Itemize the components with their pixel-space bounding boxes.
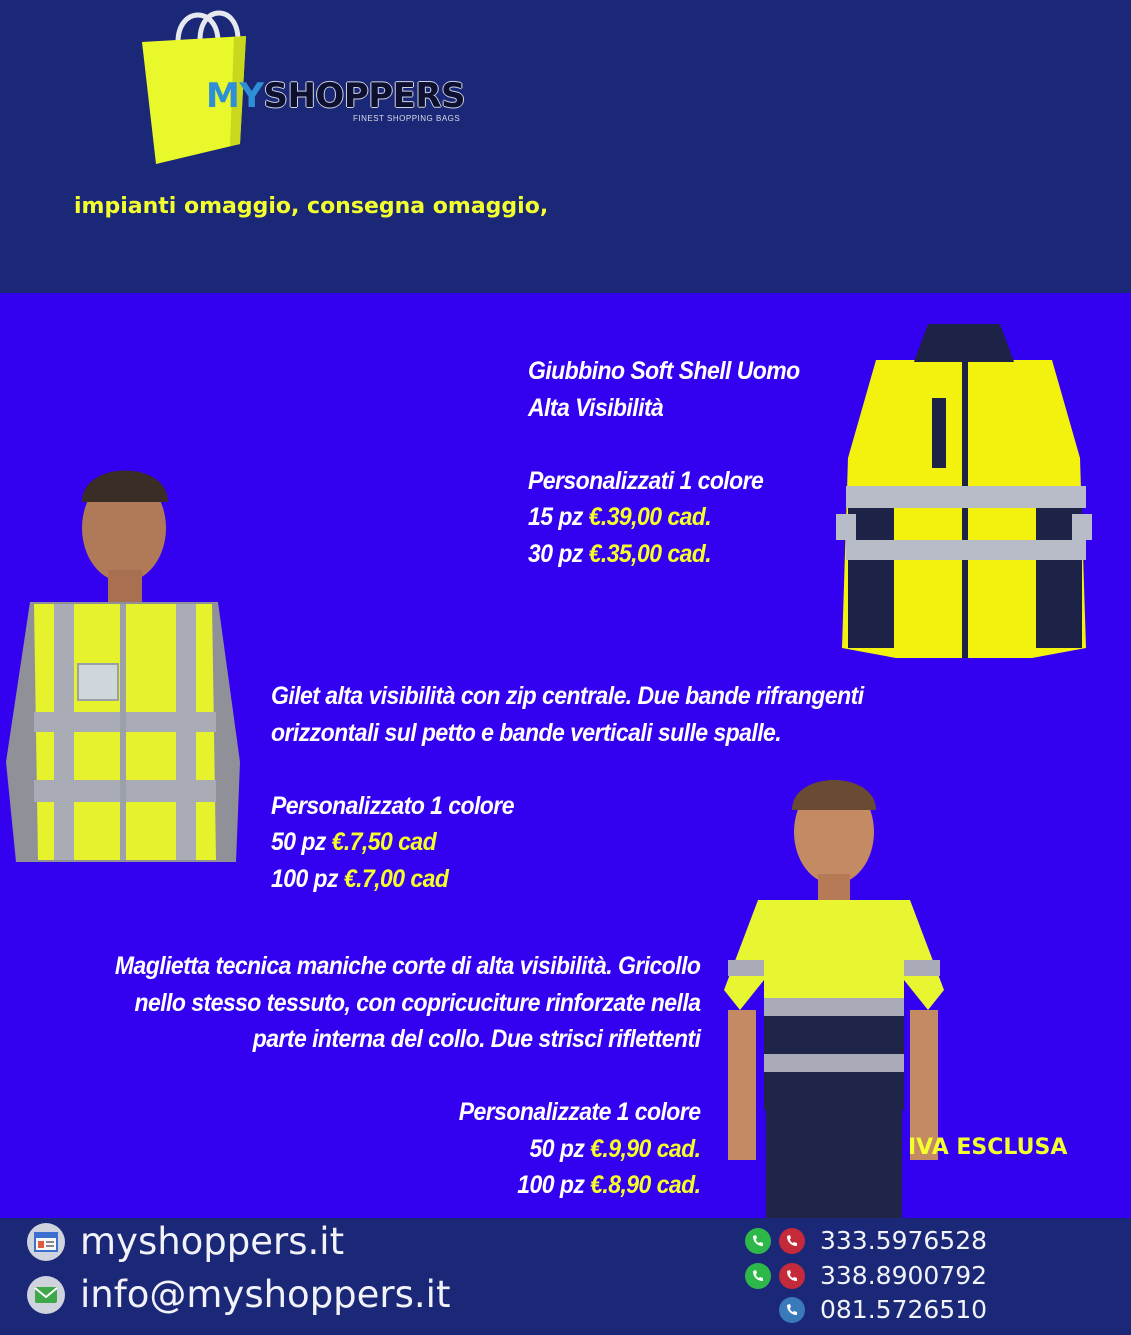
tshirt-tier-2-qty: 100 pz <box>516 1171 584 1199</box>
phone-row-3[interactable] <box>778 1295 987 1324</box>
phone-number-2: 338.8900792 <box>820 1261 988 1290</box>
email-text: info@myshoppers.it <box>80 1273 451 1316</box>
jacket-photo <box>836 318 1092 670</box>
logo-wordmark <box>206 76 465 116</box>
vest-tier-1-qty: 50 pz <box>271 828 326 856</box>
tshirt-tier-1-qty: 50 pz <box>529 1134 584 1163</box>
tshirt-desc-line3: parte interna del collo. Due strisci riflettenti <box>252 1025 700 1053</box>
phone-icon <box>778 1262 806 1290</box>
vest-desc-line2: orizzontali sul petto e bande verticali sulle spalle. <box>271 718 782 747</box>
whatsapp-icon <box>744 1227 772 1255</box>
vest-photo <box>0 462 252 886</box>
phone-row-2[interactable] <box>744 1261 987 1290</box>
jacket-tier-1-qty: 15 pz <box>528 503 583 531</box>
email-icon <box>26 1275 66 1315</box>
vest-tier-2-price: €.7,00 cad <box>343 864 449 893</box>
vest-tier-2-qty: 100 pz <box>271 864 339 893</box>
tshirt-tier-1 <box>114 1131 700 1168</box>
footer-band <box>0 1218 1131 1335</box>
header-band <box>0 0 1131 293</box>
logo-my: MY <box>206 76 264 116</box>
website-link[interactable] <box>26 1220 344 1263</box>
jacket-tier-2-qty: 30 pz <box>528 539 583 568</box>
tshirt-tier-1-price: €.9,90 cad. <box>589 1134 700 1163</box>
phone-row-1[interactable] <box>744 1226 987 1255</box>
phone-number-3: 081.5726510 <box>820 1295 988 1324</box>
tshirt-info <box>114 948 700 1204</box>
jacket-tier-1-price: €.39,00 cad. <box>588 503 712 531</box>
logo-shoppers: SHOPPERS <box>263 76 466 116</box>
website-text: myshoppers.it <box>80 1220 345 1263</box>
logo-tagline: FINEST SHOPPING BAGS <box>353 114 461 123</box>
phone-icon <box>778 1296 806 1324</box>
email-link[interactable] <box>26 1273 450 1316</box>
jacket-title-line1: Giubbino Soft Shell Uomo <box>528 357 800 385</box>
jacket-custom-label: Personalizzati 1 colore <box>528 466 764 495</box>
jacket-tier-1 <box>528 499 800 536</box>
vest-tier-1-price: €.7,50 cad <box>331 828 437 856</box>
jacket-info <box>528 353 800 572</box>
vest-desc-line1: Gilet alta visibilità con zip centrale. Due bande rifrangenti <box>271 682 864 710</box>
vat-note: IVA ESCLUSA <box>908 1135 1068 1160</box>
phone-icon <box>778 1227 806 1255</box>
tshirt-custom-label: Personalizzate 1 colore <box>458 1098 700 1126</box>
browser-icon <box>26 1222 66 1262</box>
jacket-title-line2: Alta Visibilità <box>528 393 664 422</box>
whatsapp-icon <box>744 1262 772 1290</box>
brand-logo[interactable] <box>138 4 518 174</box>
tshirt-desc-line2: nello stesso tessuto, con copricuciture rinforzate nella <box>134 988 700 1017</box>
phone-number-1: 333.5976528 <box>820 1226 988 1255</box>
promo-text: impianti omaggio, consegna omaggio, <box>74 194 549 219</box>
jacket-tier-2 <box>528 536 800 573</box>
tshirt-tier-2-price: €.8,90 cad. <box>589 1171 700 1199</box>
vest-custom-label: Personalizzato 1 colore <box>271 791 514 820</box>
jacket-tier-2-price: €.35,00 cad. <box>588 539 712 568</box>
tshirt-desc-line1: Maglietta tecnica maniche corte di alta visibilità. Gricollo <box>114 952 700 980</box>
tshirt-tier-2 <box>114 1167 700 1204</box>
